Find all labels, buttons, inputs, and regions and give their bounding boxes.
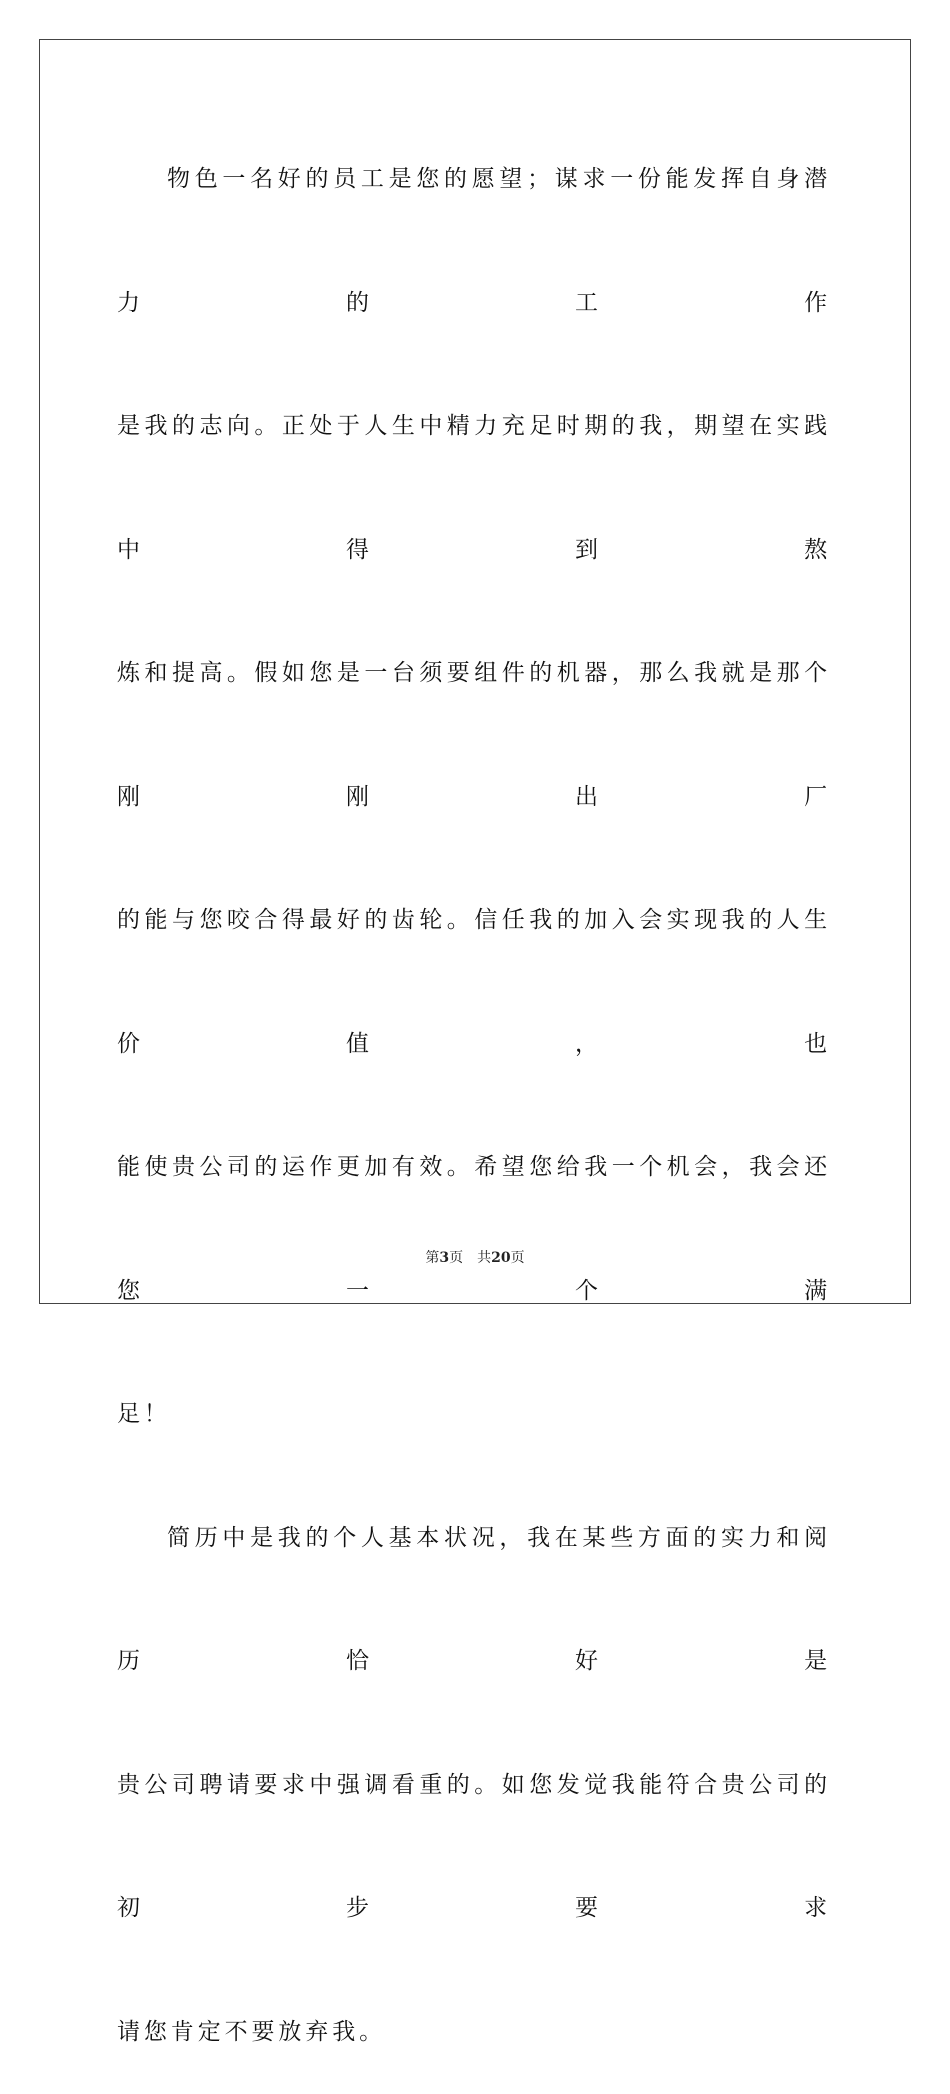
text-line: 能使贵公司的运作更加有效。希望您给我一个机会，我会还您一个满 [117, 1106, 831, 1353]
paragraph-2 [117, 1477, 831, 2094]
text-line: 足！ [117, 1353, 831, 1477]
text-line: 简历中是我的个人基本状况，我在某些方面的实力和阅历恰好是 [117, 1477, 831, 1724]
text-line: 是我的志向。正处于人生中精力充足时期的我，期望在实践中得到熬 [117, 365, 831, 612]
page-number: 3 [439, 1250, 449, 1266]
text-line: 炼和提高。假如您是一台须要组件的机器，那么我就是那个刚刚出厂 [117, 612, 831, 859]
text-line: 的能与您咬合得最好的齿轮。信任我的加入会实现我的人生价值，也 [117, 859, 831, 1106]
total-prefix: 共 [477, 1250, 491, 1266]
paragraph-1 [117, 118, 831, 1477]
text-line: 物色一名好的员工是您的愿望；谋求一份能发挥自身潜力的工作 [117, 118, 831, 365]
page-suffix: 页 [449, 1250, 463, 1266]
text-line: 贵公司聘请要求中强调看重的。如您发觉我能符合贵公司的初步要求 [117, 1724, 831, 1971]
document-body [117, 118, 831, 2094]
total-pages: 20 [491, 1250, 510, 1266]
page-prefix: 第 [425, 1250, 439, 1266]
text-line: 请您肯定不要放弃我。 [117, 1971, 831, 2094]
total-suffix: 页 [511, 1250, 525, 1266]
page-footer [0, 1247, 950, 1267]
